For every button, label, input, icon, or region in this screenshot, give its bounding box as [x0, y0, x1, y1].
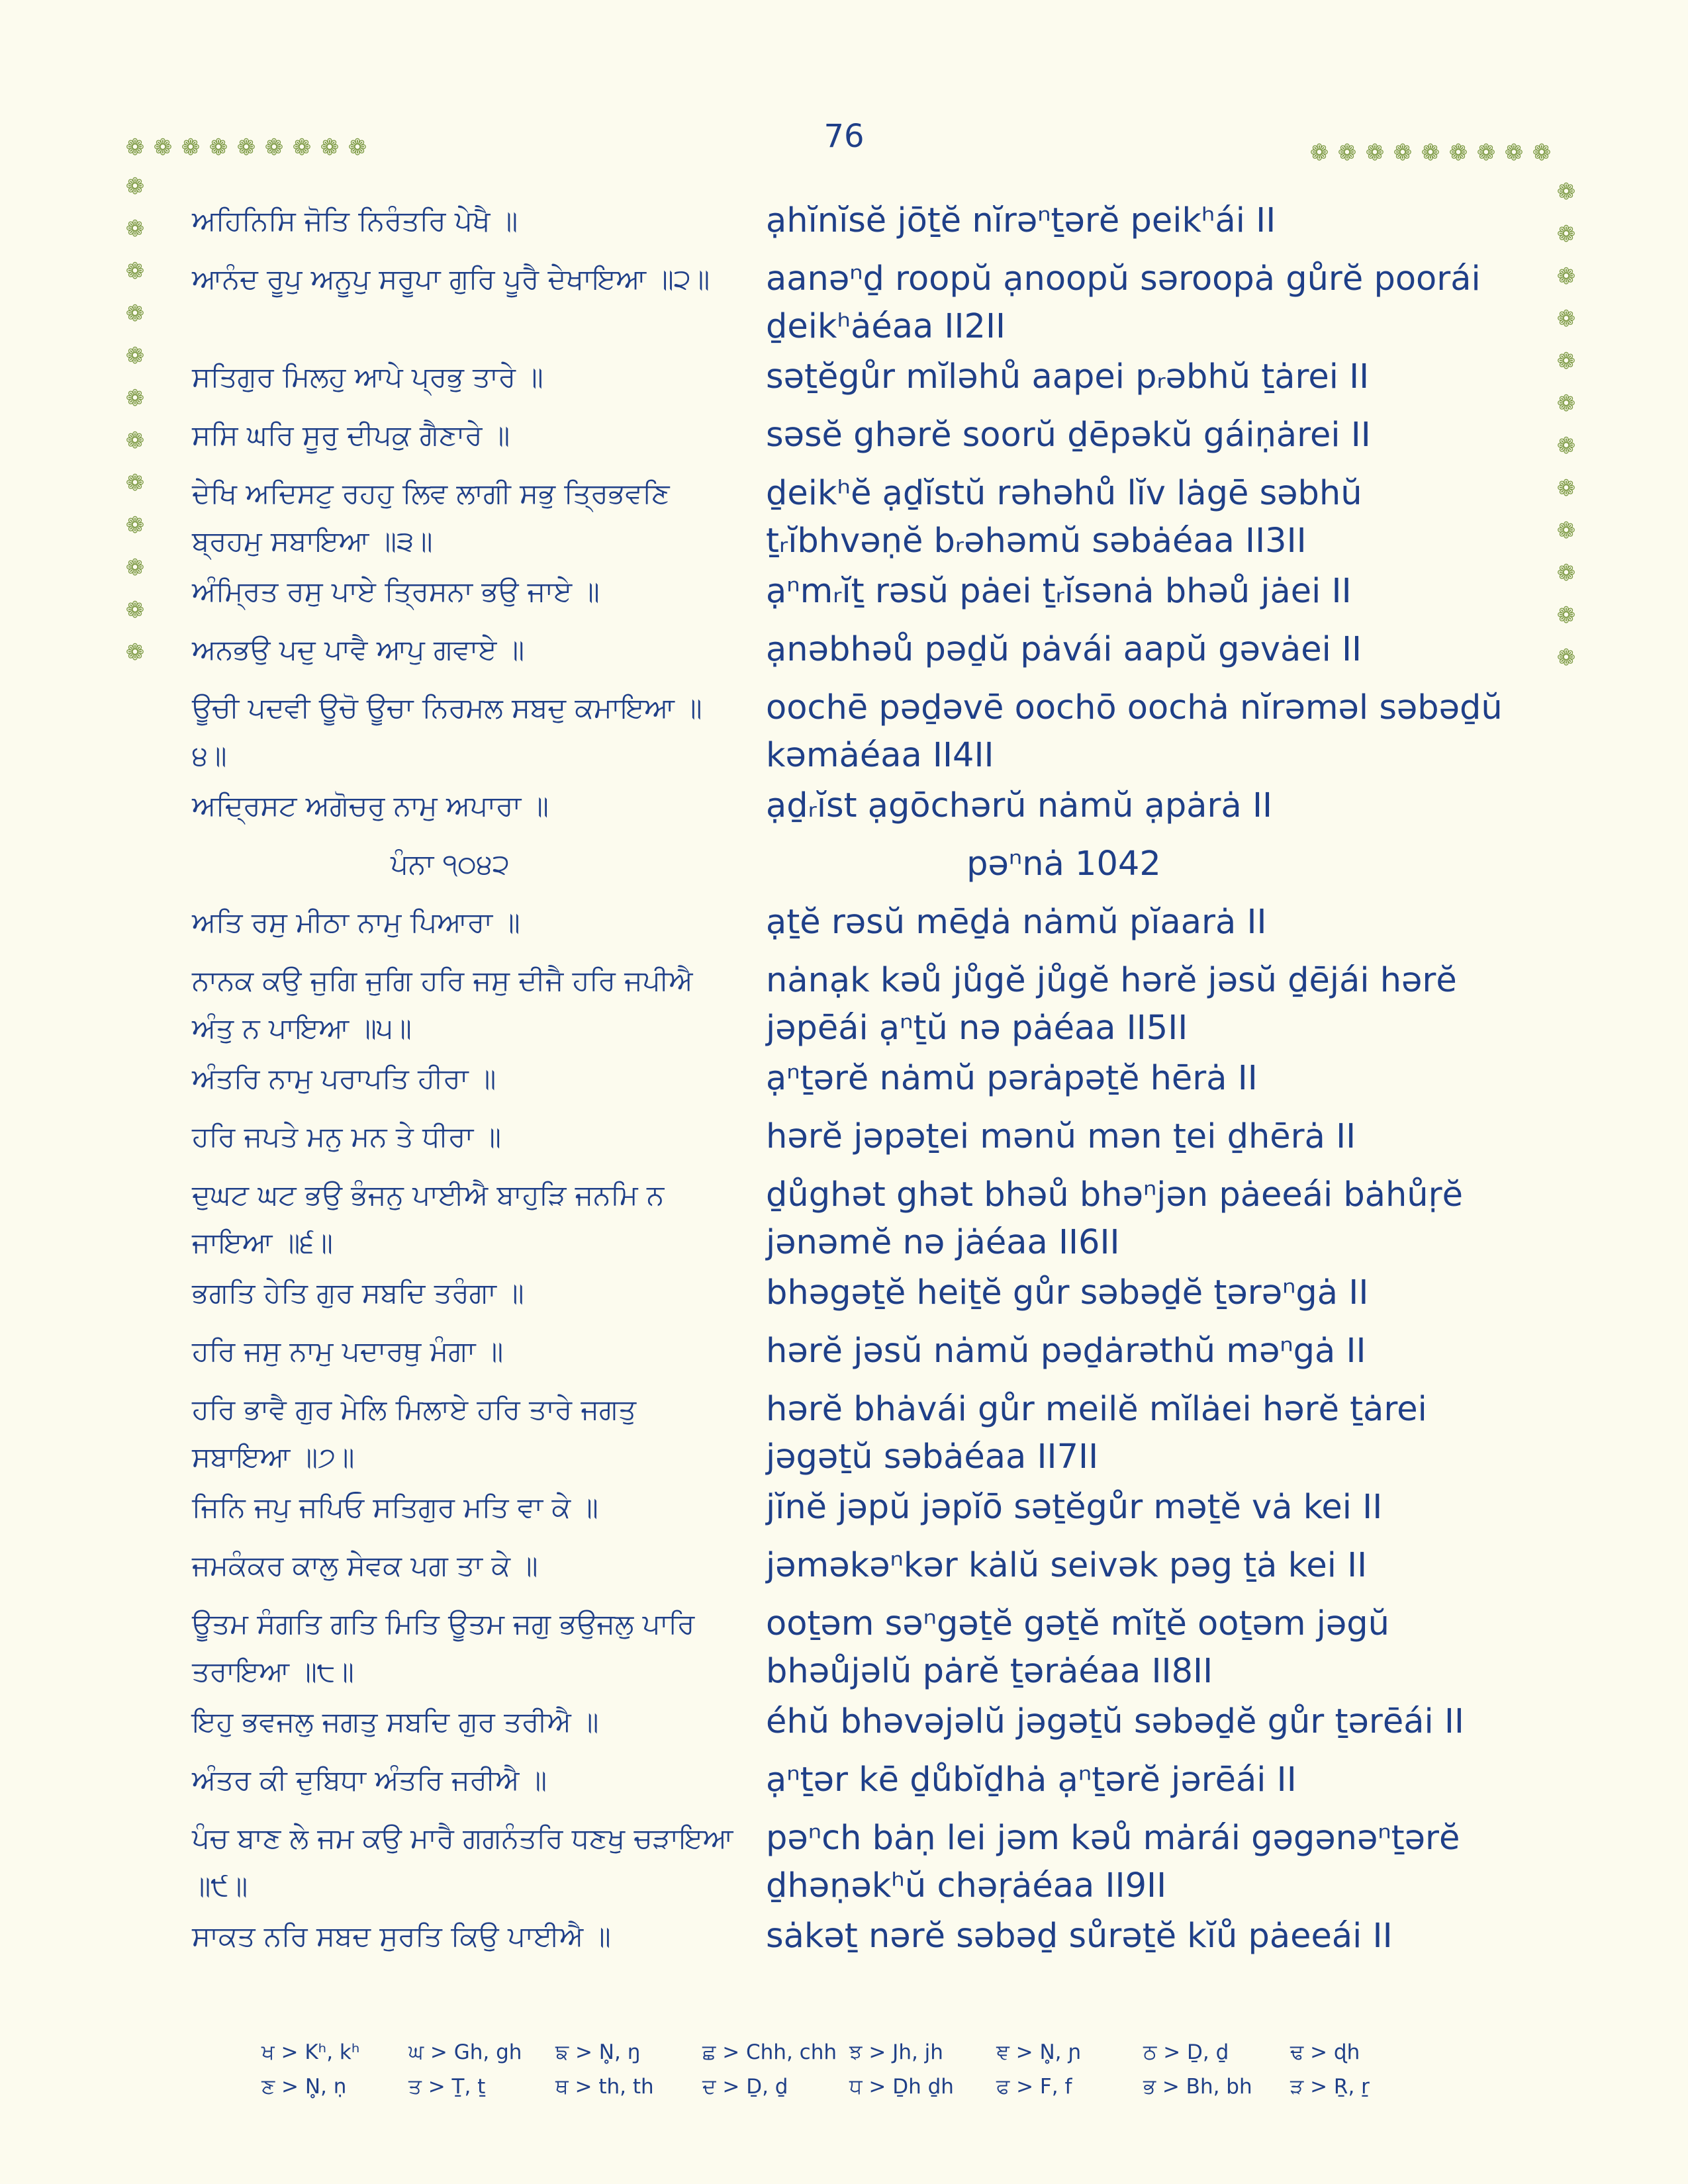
- flower-icon: ❁: [264, 134, 284, 161]
- transliteration-line: hərĕ jəpəṯei mənŭ mən ṯei ḏhērȧ II: [766, 1117, 1356, 1156]
- verse-row: [0, 626, 1688, 684]
- transliteration-line: jəməkəⁿkər kȧlŭ seivək pəg ṯȧ kei II: [766, 1546, 1368, 1585]
- flower-icon: ❁: [209, 134, 228, 161]
- verse-row: [0, 684, 1688, 782]
- flower-icon: ❁: [236, 134, 256, 161]
- flower-icon: ❁: [1556, 560, 1576, 586]
- transliteration-line: ḏeikʰĕ ạḏĭstŭ rəhəhů lĭv lȧgē səbhŭ ṯᵣĭbhvəṇĕ bᵣəhəmŭ səbȧéaa II3II: [766, 474, 1362, 561]
- verse-row: [0, 1484, 1688, 1542]
- transliteration-line: səṯĕgůr mĭləhů aapei pᵣəbhŭ ṯȧrei II: [766, 357, 1370, 396]
- verse-row: [0, 255, 1688, 353]
- flower-icon: ❁: [125, 512, 145, 539]
- transliteration-line: éhŭ bhəvəjəlŭ jəgəṯŭ səbəḏĕ gůr ṯərēái II: [766, 1702, 1464, 1741]
- flower-icon: ❁: [1365, 140, 1385, 166]
- gurmukhi-line: ਅਤਿ ਰਸੁ ਮੀਠਾ ਨਾਮੁ ਪਿਆਰਾ ॥: [192, 906, 520, 938]
- legend-item: ਞ > N̥, ɲ: [996, 2040, 1082, 2064]
- verse-row: [0, 568, 1688, 626]
- flower-icon: ❁: [125, 173, 145, 200]
- page-reference-translit: pəⁿnȧ 1042: [966, 844, 1161, 884]
- gurmukhi-line: ਅਹਿਨਿਸਿ ਜੋਤਿ ਨਿਰੰਤਰਿ ਪੇਖੈ ॥: [192, 205, 518, 237]
- gurmukhi-line: ਹਰਿ ਜਸੁ ਨਾਮੁ ਪਦਾਰਥੁ ਮੰਗਾ ॥: [192, 1335, 504, 1367]
- verse-row: [0, 353, 1688, 412]
- gurmukhi-line: ਅਨਭਉ ਪਦੁ ਪਾਵੈ ਆਪੁ ਗਵਾਏ ॥: [192, 633, 525, 666]
- flower-icon: ❁: [1337, 140, 1357, 166]
- legend-item: ਣ > N̥, ṇ: [261, 2074, 347, 2099]
- legend-item: ਫ > F, f: [996, 2074, 1072, 2099]
- verse-row: [0, 412, 1688, 470]
- flower-icon: ❁: [1448, 140, 1468, 166]
- verse-row: [0, 1913, 1688, 1971]
- gurmukhi-line: ਅੰਤਰ ਕੀ ਦੁਬਿਧਾ ਅੰਤਰਿ ਜਰੀਐ ॥: [192, 1764, 547, 1796]
- legend-item: ਛ > Chh, chh: [702, 2040, 837, 2064]
- legend-item: ਙ > N̥, ŋ: [555, 2040, 641, 2064]
- flower-icon: ❁: [125, 385, 145, 412]
- flower-icon: ❁: [125, 470, 145, 496]
- gurmukhi-line: ਜਮਕੰਕਰ ਕਾਲੁ ਸੇਵਕ ਪਗ ਤਾ ਕੇ ॥: [192, 1549, 538, 1582]
- flower-icon: ❁: [292, 134, 312, 161]
- transliteration-line: bhəgəṯĕ heiṯĕ gůr səbəḏĕ ṯərəⁿgȧ II: [766, 1273, 1369, 1312]
- page-reference-row: [0, 841, 1688, 899]
- transliteration-line: ḏůghət ghət bhəů bhəⁿjən pȧeeái bȧhůṛĕ jənəmĕ nə jȧéaa II6II: [766, 1175, 1463, 1262]
- verse-row: [0, 899, 1688, 957]
- transliteration-line: hərĕ bhȧvái gůr meilĕ mĭlȧei hərĕ ṯȧrei jəgəṯŭ səbȧéaa II7II: [766, 1390, 1427, 1477]
- transliteration-line: ooṯəm səⁿgəṯĕ gəṯĕ mĭṯĕ ooṯəm jəgŭ bhəůjəlŭ pȧrĕ ṯərȧéaa II8II: [766, 1604, 1389, 1691]
- transliteration-line: ạṯĕ rəsŭ mēḏȧ nȧmŭ pĭaarȧ II: [766, 903, 1267, 942]
- flower-icon: ❁: [1556, 433, 1576, 459]
- flower-icon: ❁: [1421, 140, 1440, 166]
- flower-icon: ❁: [125, 428, 145, 454]
- legend-item: ਭ > Bh, bh: [1143, 2074, 1252, 2099]
- gurmukhi-line: ਅਦ੍ਰਿਸਟ ਅਗੋਚਰੁ ਨਾਮੁ ਅਪਾਰਾ ॥: [192, 790, 549, 822]
- verse-row: [0, 1328, 1688, 1386]
- verse-row: [0, 1269, 1688, 1328]
- transliteration-line: ạnəbhəů pəḏŭ pȧvái aapŭ gəvȧei II: [766, 630, 1362, 669]
- flower-icon: ❁: [1556, 263, 1576, 290]
- verse-row: [0, 782, 1688, 841]
- flower-icon: ❁: [125, 597, 145, 623]
- legend-item: ਤ > Ṯ, ṯ: [408, 2074, 486, 2099]
- legend-item: ਥ > th, th: [555, 2074, 654, 2099]
- legend-item: ਠ > Ḏ, ḏ: [1143, 2040, 1229, 2064]
- transliteration-line: nȧnạk kəů jůgĕ jůgĕ hərĕ jəsŭ ḏējái hərĕ jəpēái ạⁿṯŭ nə pȧéaa II5II: [766, 961, 1457, 1048]
- flower-icon: ❁: [125, 216, 145, 242]
- flower-icon: ❁: [1556, 221, 1576, 248]
- transliteration-line: ạⁿṯərĕ nȧmŭ pərȧpəṯĕ hērȧ II: [766, 1059, 1258, 1098]
- verse-row: [0, 1756, 1688, 1815]
- gurmukhi-line: ਸਤਿਗੁਰ ਮਿਲਹੁ ਆਪੇ ਪ੍ਰਭੁ ਤਾਰੇ ॥: [192, 361, 543, 393]
- verse-row: [0, 1386, 1688, 1484]
- gurmukhi-line: ਹਰਿ ਜਪਤੇ ਮਨੁ ਮਨ ਤੇ ਧੀਰਾ ॥: [192, 1120, 501, 1153]
- verse-row: [0, 1055, 1688, 1113]
- gurmukhi-line: ਦੇਖਿ ਅਦਿਸਟੁ ਰਹਹੁ ਲਿਵ ਲਾਗੀ ਸਭੁ ਤ੍ਰਿਭਵਣਿ ਬ੍ਰਹਮੁ ਸਬਾਇਆ ॥੩॥: [192, 477, 670, 557]
- verse-row: [0, 1113, 1688, 1171]
- page-number: 76: [823, 118, 865, 155]
- legend-row: [261, 2035, 1453, 2070]
- flower-icon: ❁: [125, 555, 145, 581]
- gurmukhi-line: ਦੁਘਟ ਘਟ ਭਉ ਭੰਜਨੁ ਪਾਈਐ ਬਾਹੁੜਿ ਜਨਮਿ ਨ ਜਾਇਆ ॥੬॥: [192, 1179, 665, 1259]
- flower-icon: ❁: [125, 300, 145, 327]
- flower-icon: ❁: [1556, 348, 1576, 375]
- flower-icon: ❁: [1393, 140, 1413, 166]
- legend-row: [261, 2070, 1453, 2104]
- transliteration-line: ạⁿṯər kē ḏůbĭḏhȧ ạⁿṯərĕ jərēái II: [766, 1760, 1297, 1799]
- flower-icon: ❁: [1532, 140, 1552, 166]
- transliteration-line: jĭnĕ jəpŭ jəpĭō səṯĕgůr məṯĕ vȧ kei II: [766, 1488, 1383, 1527]
- transliteration-legend: [261, 2035, 1453, 2104]
- gurmukhi-line: ਅੰਮ੍ਰਿਤ ਰਸੁ ਪਾਏ ਤ੍ਰਿਸਨਾ ਭਉ ਜਾਏ ॥: [192, 575, 600, 608]
- flower-icon: ❁: [1556, 602, 1576, 629]
- transliteration-line: pəⁿch bȧṇ lei jəm kəů mȧrái gəgənəⁿṯərĕ ḏhəṇəkʰŭ chəṛȧéaa II9II: [766, 1819, 1460, 1905]
- verse-row: [0, 1171, 1688, 1269]
- ornament-border-top-right: [1305, 142, 1556, 164]
- flower-icon: ❁: [1556, 390, 1576, 417]
- legend-item: ਘ > Gh, gh: [408, 2040, 522, 2064]
- transliteration-line: ạḏᵣĭst ạgōchərŭ nȧmŭ ạpȧrȧ II: [766, 786, 1273, 825]
- flower-icon: ❁: [125, 639, 145, 666]
- flower-icon: ❁: [1556, 645, 1576, 671]
- flower-icon: ❁: [1504, 140, 1524, 166]
- gurmukhi-line: ਇਹੁ ਭਵਜਲੁ ਜਗਤੁ ਸਬਦਿ ਗੁਰ ਤਰੀਐ ॥: [192, 1706, 599, 1738]
- flower-icon: ❁: [181, 134, 201, 161]
- flower-icon: ❁: [348, 134, 367, 161]
- transliteration-line: aanəⁿḏ roopŭ ạnoopŭ səroopȧ gůrĕ poorái ḏeikʰȧéaa II2II: [766, 259, 1481, 346]
- page-reference-gurmukhi: ਪੰਨਾ ੧੦੪੨: [390, 848, 510, 880]
- flower-icon: ❁: [153, 134, 173, 161]
- legend-item: ਖ > Kʰ, kʰ: [261, 2040, 360, 2064]
- gurmukhi-line: ਜਿਨਿ ਜਪੁ ਜਪਿਓ ਸਤਿਗੁਰ ਮਤਿ ਵਾ ਕੇ ॥: [192, 1491, 598, 1524]
- transliteration-line: oochē pəḏəvē oochō oochȧ nĭrəməl səbəḏŭ kəmȧéaa II4II: [766, 688, 1503, 775]
- transliteration-line: sȧkəṯ nərĕ səbəḏ sůrəṯĕ kĭů pȧeeái II: [766, 1917, 1393, 1956]
- verse-list: [0, 197, 1688, 1971]
- transliteration-line: hərĕ jəsŭ nȧmŭ pəḏȧrəthŭ məⁿgȧ II: [766, 1332, 1366, 1371]
- flower-icon: ❁: [125, 343, 145, 369]
- legend-item: ਧ > Ḏh ḏh: [849, 2074, 954, 2099]
- gurmukhi-line: ਆਨੰਦ ਰੂਪੁ ਅਨੂਪੁ ਸਰੂਪਾ ਗੁਰਿ ਪੂਰੈ ਦੇਖਾਇਆ ॥੨॥: [192, 263, 710, 295]
- gurmukhi-line: ਸਾਕਤ ਨਰਿ ਸਬਦ ਸੁਰਤਿ ਕਿਉ ਪਾਈਐ ॥: [192, 1920, 611, 1952]
- legend-item: ੜ > Ṟ, ṟ: [1290, 2074, 1370, 2099]
- flower-icon: ❁: [320, 134, 340, 161]
- ornament-border-top-left: [121, 136, 371, 159]
- gurmukhi-line: ਊਚੀ ਪਦਵੀ ਊਚੋ ਊਚਾ ਨਿਰਮਲ ਸਬਦੁ ਕਮਾਇਆ ॥੪॥: [192, 692, 702, 772]
- gurmukhi-line: ਸਸਿ ਘਰਿ ਸੂਰੁ ਦੀਪਕੁ ਗੈਣਾਰੇ ॥: [192, 419, 510, 451]
- flower-icon: ❁: [1556, 306, 1576, 332]
- verse-row: [0, 1542, 1688, 1600]
- verse-row: [0, 1815, 1688, 1913]
- gurmukhi-line: ਪੰਚ ਬਾਣ ਲੇ ਜਮ ਕਉ ਮਾਰੈ ਗਗਨੰਤਰਿ ਧਣਖੁ ਚੜਾਇਆ ॥੯॥: [192, 1822, 733, 1902]
- legend-item: ਦ > Ḏ, ḏ: [702, 2074, 788, 2099]
- gurmukhi-line: ਅੰਤਰਿ ਨਾਮੁ ਪਰਾਪਤਿ ਹੀਰਾ ॥: [192, 1062, 496, 1095]
- legend-item: ਝ > Jh, jh: [849, 2040, 943, 2064]
- transliteration-line: ạⁿmᵣĭṯ rəsŭ pȧei ṯᵣĭsənȧ bhəů jȧei II: [766, 572, 1352, 611]
- transliteration-line: səsĕ ghərĕ soorŭ ḏēpəkŭ gáiṇȧrei II: [766, 416, 1371, 455]
- flower-icon: ❁: [1556, 475, 1576, 502]
- gurmukhi-line: ਭਗਤਿ ਹੇਤਿ ਗੁਰ ਸਬਦਿ ਤਰੰਗਾ ॥: [192, 1277, 524, 1309]
- flower-icon: ❁: [1476, 140, 1496, 166]
- flower-icon: ❁: [1309, 140, 1329, 166]
- verse-row: [0, 1600, 1688, 1698]
- verse-row: [0, 197, 1688, 255]
- gurmukhi-line: ਹਰਿ ਭਾਵੈ ਗੁਰ ਮੇਲਿ ਮਿਲਾਏ ਹਰਿ ਤਾਰੇ ਜਗਤੁ ਸਬਾਇਆ ॥੭॥: [192, 1393, 636, 1473]
- flower-icon: ❁: [125, 258, 145, 285]
- verse-row: [0, 957, 1688, 1055]
- flower-icon: ❁: [125, 134, 145, 161]
- gurmukhi-line: ਊਤਮ ਸੰਗਤਿ ਗਤਿ ਮਿਤਿ ਊਤਮ ਜਗੁ ਭਉਜਲੁ ਪਾਰਿ ਤਰਾਇਆ ॥੮॥: [192, 1608, 695, 1688]
- flower-icon: ❁: [1556, 518, 1576, 544]
- flower-icon: ❁: [1556, 179, 1576, 205]
- legend-item: ਢ > ɖh: [1290, 2040, 1360, 2064]
- verse-row: [0, 1698, 1688, 1756]
- verse-row: [0, 470, 1688, 568]
- transliteration-line: ạhĭnĭsĕ jōṯĕ nĭrəⁿṯərĕ peikʰái II: [766, 201, 1276, 240]
- gurmukhi-line: ਨਾਨਕ ਕਉ ਜੁਗਿ ਜੁਗਿ ਹਰਿ ਜਸੁ ਦੀਜੈ ਹਰਿ ਜਪੀਐ ਅੰਤੁ ਨ ਪਾਇਆ ॥੫॥: [192, 964, 693, 1044]
